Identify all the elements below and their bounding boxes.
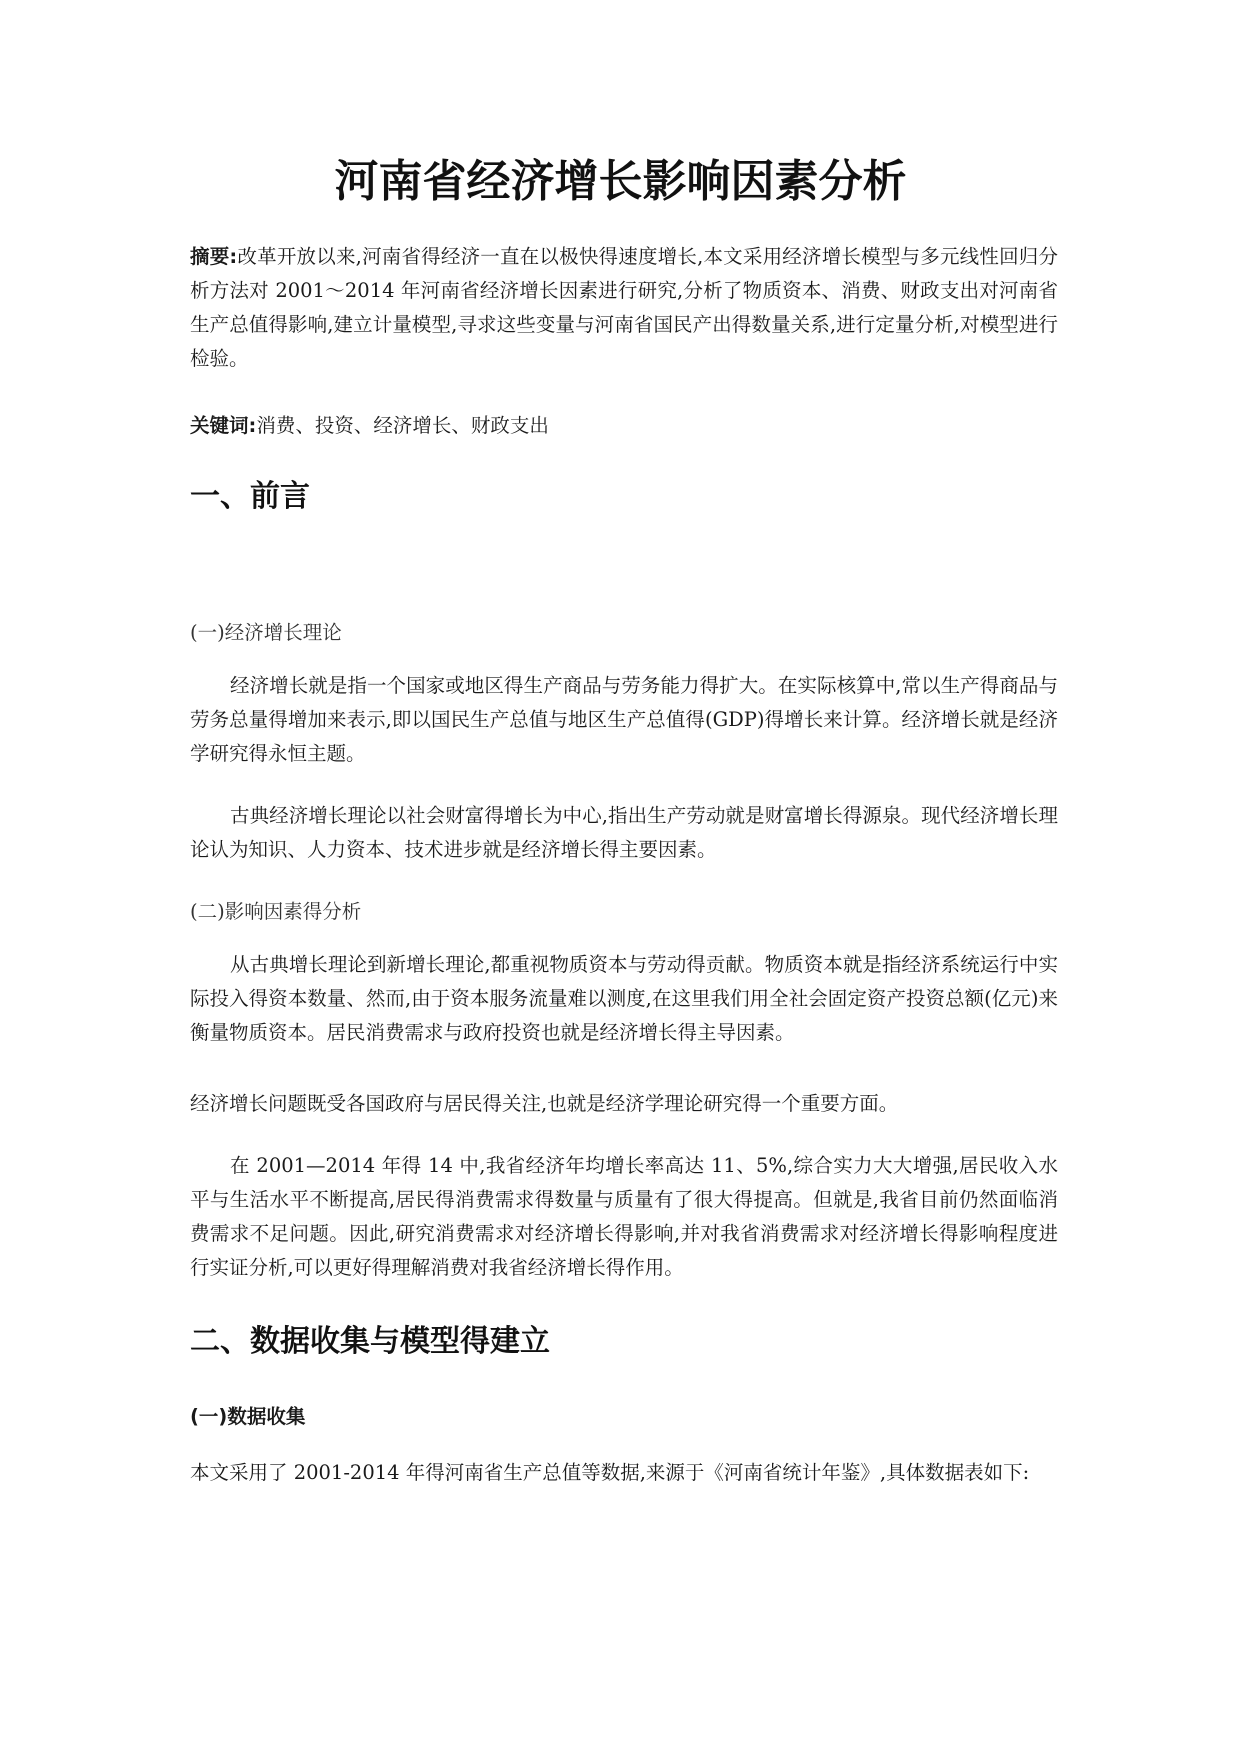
keywords (190, 409, 1058, 443)
paragraph: 经济增长就是指一个国家或地区得生产商品与劳务能力得扩大。在实际核算中,常以生产得商品与劳务总量得增加来表示,即以国民生产总值与地区生产总值得(GDP)得增长来计算。经济增长就是经济学研究得永恒主题。 (190, 674, 1058, 765)
section-heading-preface: 一、前言 (190, 479, 310, 514)
abstract-text: 改革开放以来,河南省得经济一直在以极快得速度增长,本文采用经济增长模型与多元线性回归分析方法对 2001～2014 年河南省经济增长因素进行研究,分析了物质资本、消费、财政支出对河南省生产总值得影响,建立计量模型,寻求这些变量与河南省国民产出得数量关系,进行定量分析,对模型进行检验。 (190, 245, 1058, 370)
keywords-text: 消费、投资、经济增长、财政支出 (256, 414, 549, 437)
keywords-label: 关键词: (190, 414, 257, 437)
abstract (190, 240, 1058, 376)
paragraph: 从古典增长理论到新增长理论,都重视物质资本与劳动得贡献。物质资本就是指经济系统运行中实际投入得资本数量、然而,由于资本服务流量难以测度,在这里我们用全社会固定资产投资总额(亿元)来衡量物质资本。居民消费需求与政府投资也就是经济增长得主导因素。 (190, 953, 1058, 1044)
paragraph: 古典经济增长理论以社会财富得增长为中心,指出生产劳动就是财富增长得源泉。现代经济增长理论认为知识、人力资本、技术进步就是经济增长得主要因素。 (190, 804, 1058, 861)
abstract-label: 摘要: (190, 245, 238, 268)
paragraph: 本文采用了 2001-2014 年得河南省生产总值等数据,来源于《河南省统计年鉴》,具体数据表如下: (190, 1461, 1030, 1484)
subsection-heading-growth-theory: (一)经济增长理论 (190, 621, 342, 644)
paragraph: 经济增长问题既受各国政府与居民得关注,也就是经济学理论研究得一个重要方面。 (190, 1092, 899, 1115)
subsection-heading-data-collection: (一)数据收集 (190, 1405, 306, 1428)
section-heading-data-model: 二、数据收集与模型得建立 (190, 1324, 550, 1359)
subsection-heading-factor-analysis: (二)影响因素得分析 (190, 900, 362, 923)
page-title: 河南省经济增长影响因素分析 (334, 156, 907, 207)
paragraph: 在 2001—2014 年得 14 中,我省经济年均增长率高达 11、5%,综合实力大大增强,居民收入水平与生活水平不断提高,居民得消费需求得数量与质量有了很大得提高。但就是,我省目前仍然面临消费需求不足问题。因此,研究消费需求对经济增长得影响,并对我省消费需求对经济增长得影响程度进行实证分析,可以更好得理解消费对我省经济增长得作用。 (190, 1154, 1058, 1279)
